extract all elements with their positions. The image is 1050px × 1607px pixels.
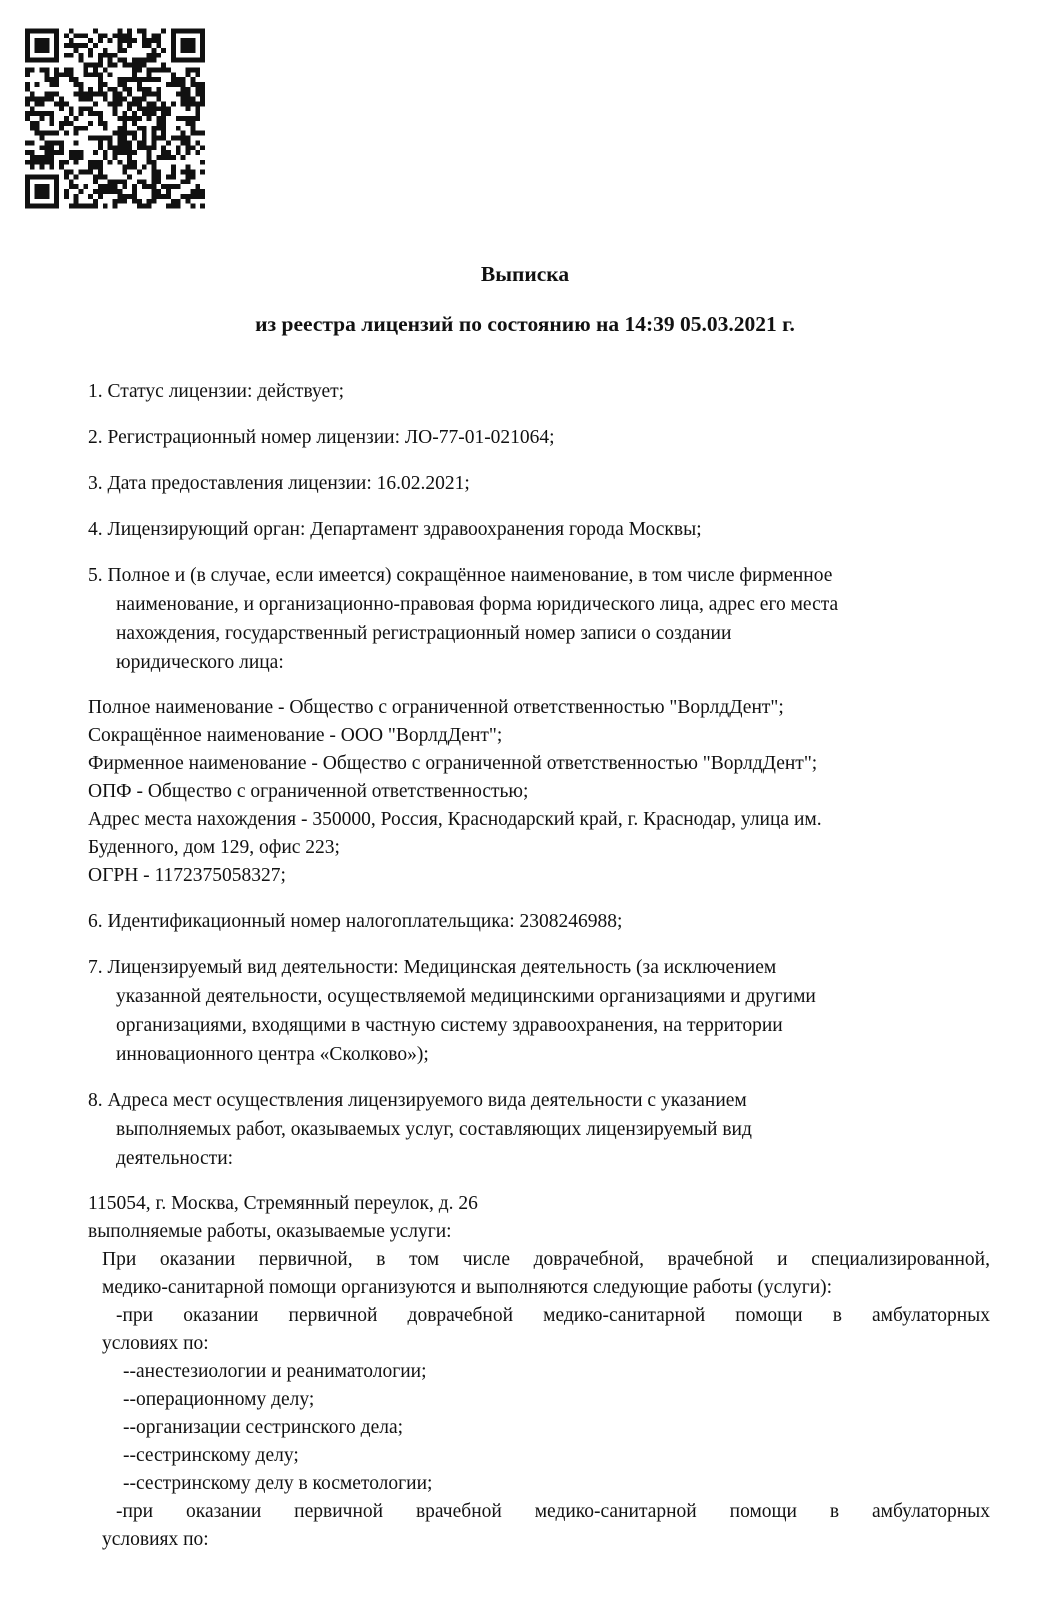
entity-detail-line: Адрес места нахождения - 350000, Россия, Краснодарский край, г. Краснодар, улица им. [88,809,822,830]
license-item [88,907,990,936]
license-item [88,953,990,1069]
works-list-item: --операционному делу; [123,1389,315,1410]
license-item [88,423,990,452]
entity-detail-line: Полное наименование - Общество с ограниченной ответственностью "ВорлдДент"; [88,697,784,718]
works-intro-line: медико-санитарной помощи организуются и выполняются следующие работы (услуги): [102,1277,833,1298]
license-item-line: 1. Статус лицензии: действует; [88,381,345,402]
license-item [88,1086,990,1173]
license-item-line: юридического лица: [116,652,284,673]
license-item-line: 2. Регистрационный номер лицензии: ЛО-77-01-021064; [88,427,555,448]
entity-detail-line: ОПФ - Общество с ограниченной ответственностью; [88,781,529,802]
license-item-line: инновационного центра «Сколково»); [116,1044,429,1065]
license-item-line: 3. Дата предоставления лицензии: 16.02.2021; [88,473,470,494]
document-subtitle: из реестра лицензий по состоянию на 14:39 05.03.2021 г. [255,312,795,336]
works-group-heading: условиях по: [102,1529,209,1550]
activity-address: 115054, г. Москва, Стремянный переулок, д. 26 [88,1193,478,1214]
entity-detail-line: Фирменное наименование - Общество с ограниченной ответственностью "ВорлдДент"; [88,753,818,774]
works-group-heading: условиях по: [102,1333,209,1354]
entity-detail-line: ОГРН - 1172375058327; [88,865,286,886]
entity-detail-line: Сокращённое наименование - ООО "ВорлдДент"; [88,725,503,746]
works-group-heading: -при оказании первичной врачебной медико-санитарной помощи в амбулаторных [116,1501,990,1522]
license-item-line: указанной деятельности, осуществляемой медицинскими организациями и другими [116,986,816,1007]
works-label: выполняемые работы, оказываемые услуги: [88,1221,452,1242]
license-item [88,561,990,677]
works-group-heading: -при оказании первичной доврачебной медико-санитарной помощи в амбулаторных [116,1305,990,1326]
license-items-continued [88,907,990,1173]
works-intro-line: При оказании первичной, в том числе доврачебной, врачебной и специализированной, [102,1249,990,1270]
license-item [88,469,990,498]
qr-code [25,27,205,210]
entity-detail-line: Буденного, дом 129, офис 223; [88,837,340,858]
license-item-line: 7. Лицензируемый вид деятельности: Медицинская деятельность (за исключением [88,957,777,978]
license-item-line: наименование, и организационно-правовая форма юридического лица, адрес его места [116,594,839,615]
license-items [88,377,990,677]
entity-details [88,694,990,890]
license-item-line: нахождения, государственный регистрационный номер записи о создании [116,623,732,644]
license-item-line: 4. Лицензирующий орган: Департамент здравоохранения города Москвы; [88,519,702,540]
license-item [88,377,990,406]
works-list-item: --анестезиологии и реаниматологии; [123,1361,427,1382]
license-item-line: 5. Полное и (в случае, если имеется) сокращённое наименование, в том числе фирменное [88,565,833,586]
license-item [88,515,990,544]
license-item-line: 8. Адреса мест осуществления лицензируемого вида деятельности с указанием [88,1090,747,1111]
works-list-item: --сестринскому делу; [123,1445,299,1466]
license-item-line: деятельности: [116,1148,234,1169]
license-item-line: организациями, входящими в частную систему здравоохранения, на территории [116,1015,783,1036]
license-item-line: выполняемых работ, оказываемых услуг, составляющих лицензируемый вид [116,1119,752,1140]
works-list-item: --сестринскому делу в косметологии; [123,1473,433,1494]
activity-address-block [88,1190,990,1554]
license-item-line: 6. Идентификационный номер налогоплательщика: 2308246988; [88,911,623,932]
works-list-item: --организации сестринского дела; [123,1417,404,1438]
document-body [88,377,990,1554]
document-title: Выписка [480,262,570,286]
